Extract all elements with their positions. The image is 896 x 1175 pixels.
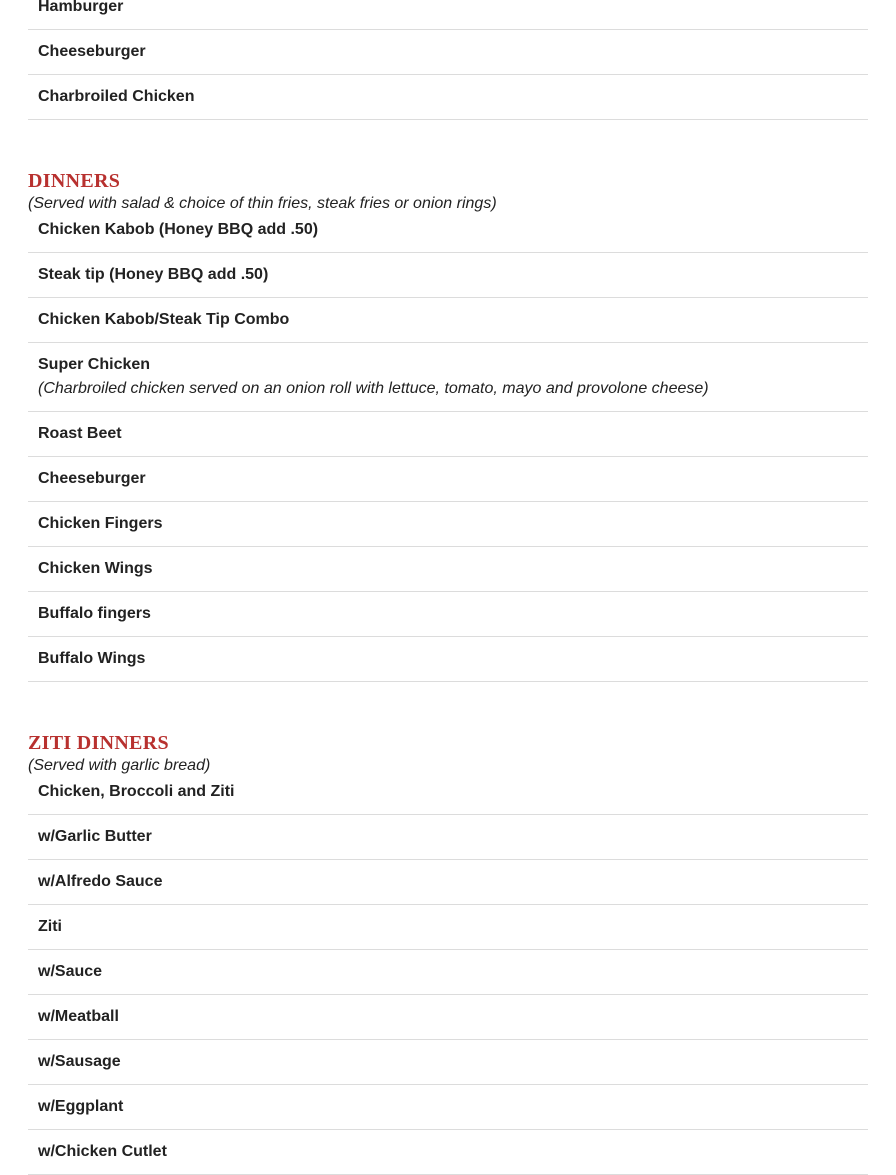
menu-item-name: Buffalo Wings	[38, 650, 146, 667]
menu-item	[28, 75, 868, 120]
menu-item	[28, 637, 868, 682]
menu-item-name: w/Meatball	[38, 1008, 119, 1025]
menu-item	[28, 547, 868, 592]
menu-item-name: Chicken Wings	[38, 560, 153, 577]
menu-item	[28, 860, 868, 905]
menu-item-name: Roast Beet	[38, 425, 122, 442]
menu-item	[28, 1130, 868, 1175]
ziti-dinners-section	[28, 732, 868, 1175]
menu-item-name: w/Sausage	[38, 1053, 121, 1070]
menu-item	[28, 815, 868, 860]
menu-item-name: w/Eggplant	[38, 1098, 124, 1115]
menu-item-name: Hamburger	[38, 0, 124, 15]
menu-item-name: Buffalo fingers	[38, 605, 151, 622]
menu-item	[28, 502, 868, 547]
menu-item	[28, 0, 868, 30]
menu-item-name: w/Sauce	[38, 963, 103, 980]
menu-item-name: Chicken Kabob/Steak Tip Combo	[38, 311, 290, 328]
menu-item	[28, 905, 868, 950]
menu-item	[28, 995, 868, 1040]
menu-item-name: Cheeseburger	[38, 470, 146, 487]
menu-item-name: Chicken Kabob (Honey BBQ add .50)	[38, 221, 319, 238]
menu-item-description: (Charbroiled chicken served on an onion roll with lettuce, tomato, mayo and provolone cheese)	[38, 380, 709, 397]
menu-item-name: Chicken, Broccoli and Ziti	[38, 783, 235, 800]
menu-item-name: w/Alfredo Sauce	[38, 873, 163, 890]
menu-item-name: w/Chicken Cutlet	[38, 1143, 167, 1160]
menu-item-name: w/Garlic Butter	[38, 828, 152, 845]
menu-item	[28, 30, 868, 75]
menu-item	[28, 592, 868, 637]
ziti-dinners-header	[28, 732, 868, 776]
section-note: (Served with garlic bread)	[28, 757, 211, 774]
menu-item-name: Steak tip (Honey BBQ add .50)	[38, 266, 269, 283]
menu-page	[28, 0, 868, 1175]
menu-item-name: Chicken Fingers	[38, 515, 163, 532]
menu-item	[28, 457, 868, 502]
menu-item	[28, 950, 868, 995]
section-note: (Served with salad & choice of thin fries, steak fries or onion rings)	[28, 195, 497, 212]
menu-item	[28, 412, 868, 457]
burgers-section	[28, 0, 868, 120]
menu-item	[28, 253, 868, 298]
menu-item-name: Cheeseburger	[38, 43, 146, 60]
dinners-header	[28, 170, 868, 214]
menu-item	[28, 1085, 868, 1130]
menu-item	[28, 343, 868, 412]
menu-item	[28, 776, 868, 815]
menu-item	[28, 214, 868, 253]
menu-item-name: Charbroiled Chicken	[38, 88, 195, 105]
menu-item	[28, 298, 868, 343]
section-title: DINNERS	[28, 170, 121, 192]
menu-item-name: Super Chicken	[38, 356, 151, 373]
dinners-section	[28, 170, 868, 682]
section-title: ZITI DINNERS	[28, 732, 169, 754]
menu-item	[28, 1040, 868, 1085]
menu-item-name: Ziti	[38, 918, 62, 935]
